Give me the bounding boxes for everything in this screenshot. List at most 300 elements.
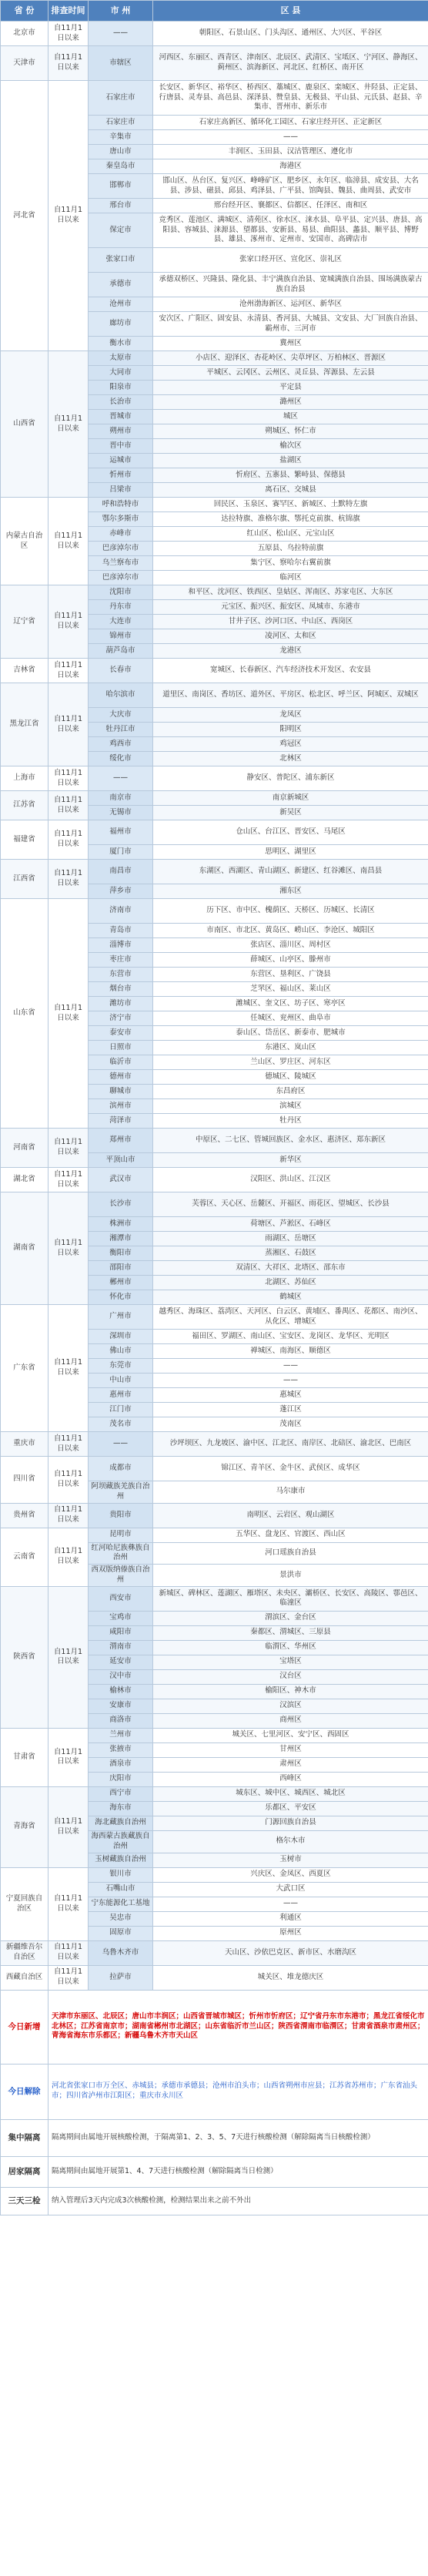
city-cell: 鸡西市 (89, 737, 153, 752)
city-cell: 海北藏族自治州 (89, 1816, 153, 1830)
table-row (1, 1192, 428, 1217)
city-cell: 邢台市 (89, 199, 153, 213)
city-cell: 晋中市 (89, 439, 153, 454)
district-cell: 茂南区 (153, 1417, 428, 1432)
note-title: 今日新增 (1, 1990, 48, 2064)
table-row (1, 22, 428, 46)
city-cell: 济南市 (89, 899, 153, 924)
district-cell: —— (153, 1359, 428, 1374)
city-cell: 辛集市 (89, 130, 153, 145)
city-cell: 宝鸡市 (89, 1611, 153, 1625)
district-cell: 禅城区、南海区、顺德区 (153, 1344, 428, 1359)
city-cell: 郴州市 (89, 1276, 153, 1290)
city-cell: 大庆市 (89, 708, 153, 723)
city-cell: 南京市 (89, 791, 153, 806)
district-cell: 回民区、玉泉区、赛罕区、新城区、土默特左旗 (153, 498, 428, 512)
district-cell: 凌河区、太和区 (153, 629, 428, 644)
province-cell: 辽宁省 (1, 585, 48, 659)
city-cell: 石家庄市 (89, 81, 153, 116)
city-cell: 平顶山市 (89, 1153, 153, 1168)
city-cell: 茂名市 (89, 1417, 153, 1432)
note-title: 居家隔离 (1, 2156, 48, 2187)
city-cell: 巴彦淖尔市 (89, 571, 153, 585)
province-cell: 贵州省 (1, 1503, 48, 1528)
province-cell: 湖南省 (1, 1192, 48, 1305)
district-cell: 甘井子区、沙河口区、中山区、西岗区 (153, 615, 428, 629)
table-row (1, 791, 428, 806)
city-cell: 长春市 (89, 659, 153, 683)
district-cell: 南京新城区 (153, 791, 428, 806)
city-cell: 张掖市 (89, 1742, 153, 1757)
city-cell: 阳泉市 (89, 381, 153, 395)
city-cell: 大同市 (89, 366, 153, 381)
city-cell: 宁东能源化工基地 (89, 1897, 153, 1911)
note-row (1, 1990, 428, 2064)
district-cell: 大武口区 (153, 1882, 428, 1897)
city-cell: 秦皇岛市 (89, 159, 153, 174)
province-cell: 云南省 (1, 1528, 48, 1586)
district-cell: 新城区、碑林区、莲湖区、雁塔区、未央区、灞桥区、长安区、高陵区、鄠邑区、临潼区 (153, 1586, 428, 1611)
table-row (1, 683, 428, 708)
city-cell: 烟台市 (89, 982, 153, 997)
table-row (1, 1503, 428, 1528)
district-cell: 甘州区 (153, 1742, 428, 1757)
district-cell: 乐都区、平安区 (153, 1801, 428, 1816)
time-cell: 自11月1日以来 (48, 820, 89, 860)
city-cell: 淄博市 (89, 938, 153, 953)
city-cell: 广州市 (89, 1305, 153, 1330)
district-cell: 芙蓉区、天心区、岳麓区、开福区、雨花区、望城区、长沙县 (153, 1192, 428, 1217)
city-cell: 郑州市 (89, 1129, 153, 1153)
table-row (1, 81, 428, 116)
province-cell: 江苏省 (1, 791, 48, 820)
city-cell: 沈阳市 (89, 585, 153, 600)
city-cell: 武汉市 (89, 1168, 153, 1192)
note-row (1, 2156, 428, 2187)
city-cell: 呼和浩特市 (89, 498, 153, 512)
district-cell: 福田区、罗湖区、南山区、宝安区、龙岗区、龙华区、光明区 (153, 1330, 428, 1344)
city-cell: 惠州市 (89, 1388, 153, 1403)
district-cell: 河西区、东丽区、西青区、津南区、北辰区、武清区、宝坻区、宁河区、静海区、蓟州区、滨海新区、河北区、红桥区、南开区 (153, 46, 428, 81)
district-cell: 朔城区、怀仁市 (153, 424, 428, 439)
time-cell: 自11月1日以来 (48, 766, 89, 791)
province-cell: 四川省 (1, 1457, 48, 1504)
note-row (1, 2119, 428, 2156)
city-cell: 延安市 (89, 1655, 153, 1669)
district-cell: —— (153, 1374, 428, 1388)
time-cell: 自11月1日以来 (48, 1168, 89, 1192)
city-cell: 聊城市 (89, 1085, 153, 1099)
province-cell: 西藏自治区 (1, 1965, 48, 1990)
district-cell: 和平区、沈河区、铁西区、皇姑区、浑南区、苏家屯区、大东区 (153, 585, 428, 600)
city-cell: 邵阳市 (89, 1261, 153, 1276)
table-row (1, 1528, 428, 1542)
table-row (1, 1867, 428, 1882)
province-cell: 重庆市 (1, 1432, 48, 1457)
district-cell: 宽城区、长春新区、汽车经济技术开发区、农安县 (153, 659, 428, 683)
district-cell: 牡丹区 (153, 1114, 428, 1129)
city-cell: 乌兰察布市 (89, 556, 153, 571)
table-row (1, 766, 428, 791)
district-cell: 蒸湘区、石鼓区 (153, 1246, 428, 1261)
district-cell: 原州区 (153, 1926, 428, 1940)
city-cell: 江门市 (89, 1403, 153, 1417)
province-cell: 湖北省 (1, 1168, 48, 1192)
district-cell: 邢台经开区、襄都区、信都区、任泽区、南和区 (153, 199, 428, 213)
time-cell: 自11月1日以来 (48, 1528, 89, 1586)
district-cell: 沧州渤海新区、运河区、新华区 (153, 297, 428, 312)
district-cell: 竞秀区、莲池区、满城区、清苑区、徐水区、涞水县、阜平县、定兴县、唐县、高阳县、容城县、涞源县、望都县、安新县、易县、曲阳县、蠡县、顺平县、博野县、雄县、涿州市、定州市、安国市、高碑店市 (153, 213, 428, 248)
district-cell: 河口瑶族自治县 (153, 1542, 428, 1565)
time-cell: 自11月1日以来 (48, 791, 89, 820)
district-cell: 静安区、普陀区、浦东新区 (153, 766, 428, 791)
province-cell: 河南省 (1, 1129, 48, 1168)
district-cell: 汉滨区 (153, 1699, 428, 1713)
district-cell: 朝阳区、石景山区、门头沟区、通州区、大兴区、平谷区 (153, 22, 428, 46)
city-cell: 菏泽市 (89, 1114, 153, 1129)
note-text: 隔离期间由属地开展核酸检测，于隔离第1、2、3、5、7天进行核酸检测（解除隔离当日核酸检测） (48, 2119, 428, 2156)
district-cell: 小店区、迎泽区、杏花岭区、尖草坪区、万柏林区、晋源区 (153, 351, 428, 366)
time-cell: 自11月1日以来 (48, 1457, 89, 1504)
city-cell: 市辖区 (89, 46, 153, 81)
city-cell: 吴忠市 (89, 1911, 153, 1926)
city-cell: 乌鲁木齐市 (89, 1940, 153, 1965)
table-row (1, 1457, 428, 1481)
city-cell: 株洲市 (89, 1217, 153, 1232)
city-cell: —— (89, 1432, 153, 1457)
table-row (1, 498, 428, 512)
city-cell: 石家庄市 (89, 116, 153, 130)
district-cell: 龙凤区 (153, 708, 428, 723)
city-cell: 深圳市 (89, 1330, 153, 1344)
district-cell: 潍城区、奎文区、坊子区、寒亭区 (153, 997, 428, 1011)
city-cell: 成都市 (89, 1457, 153, 1481)
province-cell: 黑龙江省 (1, 683, 48, 766)
city-cell: 海西蒙古族藏族自治州 (89, 1830, 153, 1853)
city-cell: 潍坊市 (89, 997, 153, 1011)
time-cell: 自11月1日以来 (48, 1305, 89, 1432)
district-cell: 红山区、松山区、元宝山区 (153, 527, 428, 542)
district-cell: 丰润区、玉田县、汉沽管理区、遵化市 (153, 145, 428, 159)
province-cell: 山东省 (1, 899, 48, 1129)
district-cell: 潞州区 (153, 395, 428, 410)
province-cell: 江西省 (1, 860, 48, 899)
city-cell: 鄂尔多斯市 (89, 512, 153, 527)
time-cell: 自11月1日以来 (48, 899, 89, 1129)
district-cell: 锦江区、青羊区、金牛区、武侯区、成华区 (153, 1457, 428, 1481)
district-cell: 沙坪坝区、九龙坡区、渝中区、江北区、南岸区、北碚区、渝北区、巴南区 (153, 1432, 428, 1457)
note-text: 天津市东丽区、北辰区；唐山市丰润区；山西省晋城市城区；忻州市忻府区；辽宁省丹东市东港市；黑龙江省绥化市北林区；江苏省南京市；湖南省郴州市北湖区；山东省临沂市兰山区；陕西省渭南市临渭区；甘肃省酒泉市肃州区；青海省海东市乐都区；新疆乌鲁木齐市天山区 (48, 1990, 428, 2064)
time-cell: 自11月1日以来 (48, 585, 89, 659)
city-cell: 沧州市 (89, 297, 153, 312)
city-cell: 湘潭市 (89, 1232, 153, 1246)
province-cell: 内蒙古自治区 (1, 498, 48, 585)
district-cell: 榆阳区、神木市 (153, 1684, 428, 1699)
city-cell: 运城市 (89, 454, 153, 468)
city-cell: 吕梁市 (89, 483, 153, 498)
table-row (1, 820, 428, 845)
city-cell: 红河哈尼族彝族自治州 (89, 1542, 153, 1565)
district-cell: 中原区、二七区、管城回族区、金水区、惠济区、郑东新区 (153, 1129, 428, 1153)
table-row (1, 1168, 428, 1192)
district-cell: 盐湖区 (153, 454, 428, 468)
city-cell: 固原市 (89, 1926, 153, 1940)
city-cell: 德州市 (89, 1070, 153, 1085)
time-cell: 自11月1日以来 (48, 1586, 89, 1728)
district-cell: 秦都区、渭城区、三原县 (153, 1625, 428, 1640)
district-cell: 肃州区 (153, 1757, 428, 1772)
city-cell: 济宁市 (89, 1011, 153, 1026)
district-cell: 宝塔区 (153, 1655, 428, 1669)
city-cell: 商洛市 (89, 1713, 153, 1728)
district-cell: 泰山区、岱岳区、新泰市、肥城市 (153, 1026, 428, 1041)
district-cell: 兴庆区、金凤区、西夏区 (153, 1867, 428, 1882)
district-cell: 东港区、岚山区 (153, 1041, 428, 1055)
district-cell: 鹤城区 (153, 1290, 428, 1305)
city-cell: 萍乡市 (89, 884, 153, 899)
city-cell: 榆林市 (89, 1684, 153, 1699)
city-cell: 西双版纳傣族自治州 (89, 1565, 153, 1587)
table-row (1, 1728, 428, 1742)
note-row (1, 2064, 428, 2119)
district-cell: 达拉特旗、准格尔旗、鄂托克前旗、杭锦旗 (153, 512, 428, 527)
district-cell: 鸡冠区 (153, 737, 428, 752)
district-cell: 新华区 (153, 1153, 428, 1168)
note-text: 隔离期间由属地开展第1、4、7天进行核酸检测（解除隔离当日检测） (48, 2156, 428, 2187)
province-cell: 福建省 (1, 820, 48, 860)
note-title: 集中隔离 (1, 2119, 48, 2156)
table-row (1, 1432, 428, 1457)
table-row (1, 1586, 428, 1611)
district-cell: 双清区、大祥区、北塔区、邵东市 (153, 1261, 428, 1276)
city-cell: 福州市 (89, 820, 153, 845)
district-cell: 承德双桥区、兴隆县、隆化县、丰宁满族自治县、宽城满族自治县、围场满族蒙古族自治县 (153, 273, 428, 297)
province-cell: 上海市 (1, 766, 48, 791)
time-cell: 自11月1日以来 (48, 1965, 89, 1990)
province-cell: 吉林省 (1, 659, 48, 683)
header-city: 市 州 (89, 1, 153, 22)
city-cell: 长治市 (89, 395, 153, 410)
city-cell: 绥化市 (89, 752, 153, 766)
note-row (1, 2187, 428, 2215)
district-cell: 平定县 (153, 381, 428, 395)
province-cell: 新疆维吾尔自治区 (1, 1940, 48, 1965)
time-cell: 自11月1日以来 (48, 659, 89, 683)
table-row (1, 860, 428, 884)
table-row (1, 899, 428, 924)
city-cell: 青岛市 (89, 924, 153, 938)
table-row (1, 585, 428, 600)
district-cell: 马尔康市 (153, 1481, 428, 1504)
city-cell: 廊坊市 (89, 312, 153, 337)
district-cell: 东昌府区 (153, 1085, 428, 1099)
time-cell: 自11月1日以来 (48, 683, 89, 766)
city-cell: 哈尔滨市 (89, 683, 153, 708)
city-cell: 锦州市 (89, 629, 153, 644)
district-cell: 南明区、云岩区、观山湖区 (153, 1503, 428, 1528)
province-cell: 河北省 (1, 81, 48, 351)
time-cell: 自11月1日以来 (48, 1503, 89, 1528)
city-cell: 咸阳市 (89, 1625, 153, 1640)
city-cell: 临沂市 (89, 1055, 153, 1070)
district-cell: 平城区、云冈区、云州区、灵丘县、浑源县、左云县 (153, 366, 428, 381)
city-cell: 唐山市 (89, 145, 153, 159)
city-cell: 贵阳市 (89, 1503, 153, 1528)
district-cell: 渭滨区、金台区 (153, 1611, 428, 1625)
city-cell: 邯郸市 (89, 174, 153, 199)
district-cell: 五华区、盘龙区、官渡区、西山区 (153, 1528, 428, 1542)
table-body (1, 22, 428, 2215)
city-cell: 西安市 (89, 1586, 153, 1611)
city-cell: 安康市 (89, 1699, 153, 1713)
district-cell: 临渭区、华州区 (153, 1640, 428, 1655)
city-cell: 阿坝藏族羌族自治州 (89, 1481, 153, 1504)
city-cell: 牡丹江市 (89, 723, 153, 737)
district-cell: 阳明区 (153, 723, 428, 737)
city-cell: 石嘴山市 (89, 1882, 153, 1897)
district-cell: 薛城区、山亭区、滕州市 (153, 953, 428, 968)
time-cell: 自11月1日以来 (48, 1129, 89, 1168)
district-cell: 安次区、广阳区、固安县、永清县、香河县、大城县、文安县、大厂回族自治县、霸州市、三河市 (153, 312, 428, 337)
city-cell: 枣庄市 (89, 953, 153, 968)
city-cell: 佛山市 (89, 1344, 153, 1359)
district-cell: 城东区、城中区、城西区、城北区 (153, 1786, 428, 1801)
city-cell: 张家口市 (89, 248, 153, 273)
city-cell: 中山市 (89, 1374, 153, 1388)
table-header (1, 1, 428, 22)
city-cell: 渭南市 (89, 1640, 153, 1655)
note-text: 纳入管理后3天内完成3次核酸检测，检测结果出来之前不外出 (48, 2187, 428, 2215)
city-cell: 玉树藏族自治州 (89, 1853, 153, 1867)
city-cell: 兰州市 (89, 1728, 153, 1742)
table-row (1, 46, 428, 81)
district-cell: 北湖区、苏仙区 (153, 1276, 428, 1290)
time-cell: 自11月1日以来 (48, 1786, 89, 1867)
city-cell: 海东市 (89, 1801, 153, 1816)
city-cell: 承德市 (89, 273, 153, 297)
time-cell: 自11月1日以来 (48, 81, 89, 351)
city-cell: 长沙市 (89, 1192, 153, 1217)
district-cell: 离石区、交城县 (153, 483, 428, 498)
district-cell: 德城区、陵城区 (153, 1070, 428, 1085)
district-cell: 滨城区 (153, 1099, 428, 1114)
district-cell: 玉树市 (153, 1853, 428, 1867)
district-cell: 长安区、新华区、裕华区、桥西区、藁城区、鹿泉区、栾城区、井陉县、正定县、行唐县、灵寿县、高邑县、深泽县、赞皇县、无极县、平山县、元氏县、赵县、辛集市、晋州市、新乐市 (153, 81, 428, 116)
district-cell: 邯山区、丛台区、复兴区、峰峰矿区、肥乡区、永年区、临漳县、成安县、大名县、涉县、磁县、邱县、鸡泽县、广平县、馆陶县、魏县、曲周县、武安市 (153, 174, 428, 199)
district-cell: —— (153, 130, 428, 145)
city-cell: 东莞市 (89, 1359, 153, 1374)
city-cell: 无锡市 (89, 806, 153, 820)
city-cell: 巴彦淖尔市 (89, 542, 153, 556)
district-cell: 城关区、七里河区、安宁区、西固区 (153, 1728, 428, 1742)
province-cell: 天津市 (1, 46, 48, 81)
district-cell: 景洪市 (153, 1565, 428, 1587)
district-cell: 元宝区、振兴区、振安区、凤城市、东港市 (153, 600, 428, 615)
district-cell: 道里区、南岗区、香坊区、道外区、平房区、松北区、呼兰区、阿城区、双城区 (153, 683, 428, 708)
city-cell: 忻州市 (89, 468, 153, 483)
city-cell: 太原市 (89, 351, 153, 366)
city-cell: 日照市 (89, 1041, 153, 1055)
province-cell: 青海省 (1, 1786, 48, 1867)
city-cell: 银川市 (89, 1867, 153, 1882)
district-cell: 荷塘区、芦淞区、石峰区 (153, 1217, 428, 1232)
city-cell: 衡水市 (89, 337, 153, 351)
table-row (1, 1305, 428, 1330)
city-cell: 朔州市 (89, 424, 153, 439)
city-cell: 保定市 (89, 213, 153, 248)
city-cell: 丹东市 (89, 600, 153, 615)
city-cell: 南昌市 (89, 860, 153, 884)
city-cell: 赤峰市 (89, 527, 153, 542)
time-cell: 自11月1日以来 (48, 1728, 89, 1786)
city-cell: 衡阳市 (89, 1246, 153, 1261)
time-cell: 自11月1日以来 (48, 1192, 89, 1305)
city-cell: 滨州市 (89, 1099, 153, 1114)
table-row (1, 1786, 428, 1801)
time-cell: 自11月1日以来 (48, 351, 89, 498)
table-row (1, 1965, 428, 1990)
district-cell: 五原县、乌拉特前旗 (153, 542, 428, 556)
header-province: 省 份 (1, 1, 48, 22)
district-cell: 利通区 (153, 1911, 428, 1926)
time-cell: 自11月1日以来 (48, 498, 89, 585)
city-cell: 汉中市 (89, 1669, 153, 1684)
district-cell: 城关区、堆龙德庆区 (153, 1965, 428, 1990)
district-cell: 海港区 (153, 159, 428, 174)
city-cell: 泰安市 (89, 1026, 153, 1041)
district-cell: 越秀区、海珠区、荔湾区、天河区、白云区、黄埔区、番禺区、花都区、南沙区、从化区、增城区 (153, 1305, 428, 1330)
time-cell: 自11月1日以来 (48, 46, 89, 81)
note-title: 三天三检 (1, 2187, 48, 2215)
district-cell: 冀州区 (153, 337, 428, 351)
city-cell: 西宁市 (89, 1786, 153, 1801)
district-cell: 西峰区 (153, 1772, 428, 1786)
district-cell: 雨湖区、岳塘区 (153, 1232, 428, 1246)
city-cell: —— (89, 22, 153, 46)
district-cell: 张店区、淄川区、周村区 (153, 938, 428, 953)
province-cell: 山西省 (1, 351, 48, 498)
district-cell: 榆次区 (153, 439, 428, 454)
province-cell: 陕西省 (1, 1586, 48, 1728)
district-cell: 石家庄高新区、循环化工园区、石家庄经开区、正定新区 (153, 116, 428, 130)
district-cell: 东营区、垦利区、广饶县 (153, 968, 428, 982)
table-row (1, 1129, 428, 1153)
header-time: 排查时间 (48, 1, 89, 22)
district-cell: 任城区、兖州区、曲阜市 (153, 1011, 428, 1026)
province-cell: 甘肃省 (1, 1728, 48, 1786)
note-text: 河北省张家口市万全区、赤城县；承德市承德县；沧州市泊头市；山西省朔州市应县；江苏省苏州市；广东省汕头市；四川省泸州市江阳区；重庆市永川区 (48, 2064, 428, 2119)
province-cell: 北京市 (1, 22, 48, 46)
city-cell: 晋城市 (89, 410, 153, 424)
district-cell: —— (153, 1897, 428, 1911)
province-cell: 宁夏回族自治区 (1, 1867, 48, 1940)
district-cell: 市南区、市北区、黄岛区、崂山区、李沧区、城阳区 (153, 924, 428, 938)
district-cell: 天山区、沙依巴克区、新市区、水磨沟区 (153, 1940, 428, 1965)
city-cell: 东营市 (89, 968, 153, 982)
city-cell: 酒泉市 (89, 1757, 153, 1772)
district-cell: 芝罘区、福山区、莱山区 (153, 982, 428, 997)
district-cell: 龙港区 (153, 644, 428, 659)
district-cell: 城区 (153, 410, 428, 424)
table-row (1, 351, 428, 366)
district-cell: 汉台区 (153, 1669, 428, 1684)
city-cell: 庆阳市 (89, 1772, 153, 1786)
time-cell: 自11月1日以来 (48, 22, 89, 46)
district-cell: 湘东区 (153, 884, 428, 899)
city-cell: 怀化市 (89, 1290, 153, 1305)
district-cell: 历下区、市中区、槐荫区、天桥区、历城区、长清区 (153, 899, 428, 924)
note-title: 今日解除 (1, 2064, 48, 2119)
